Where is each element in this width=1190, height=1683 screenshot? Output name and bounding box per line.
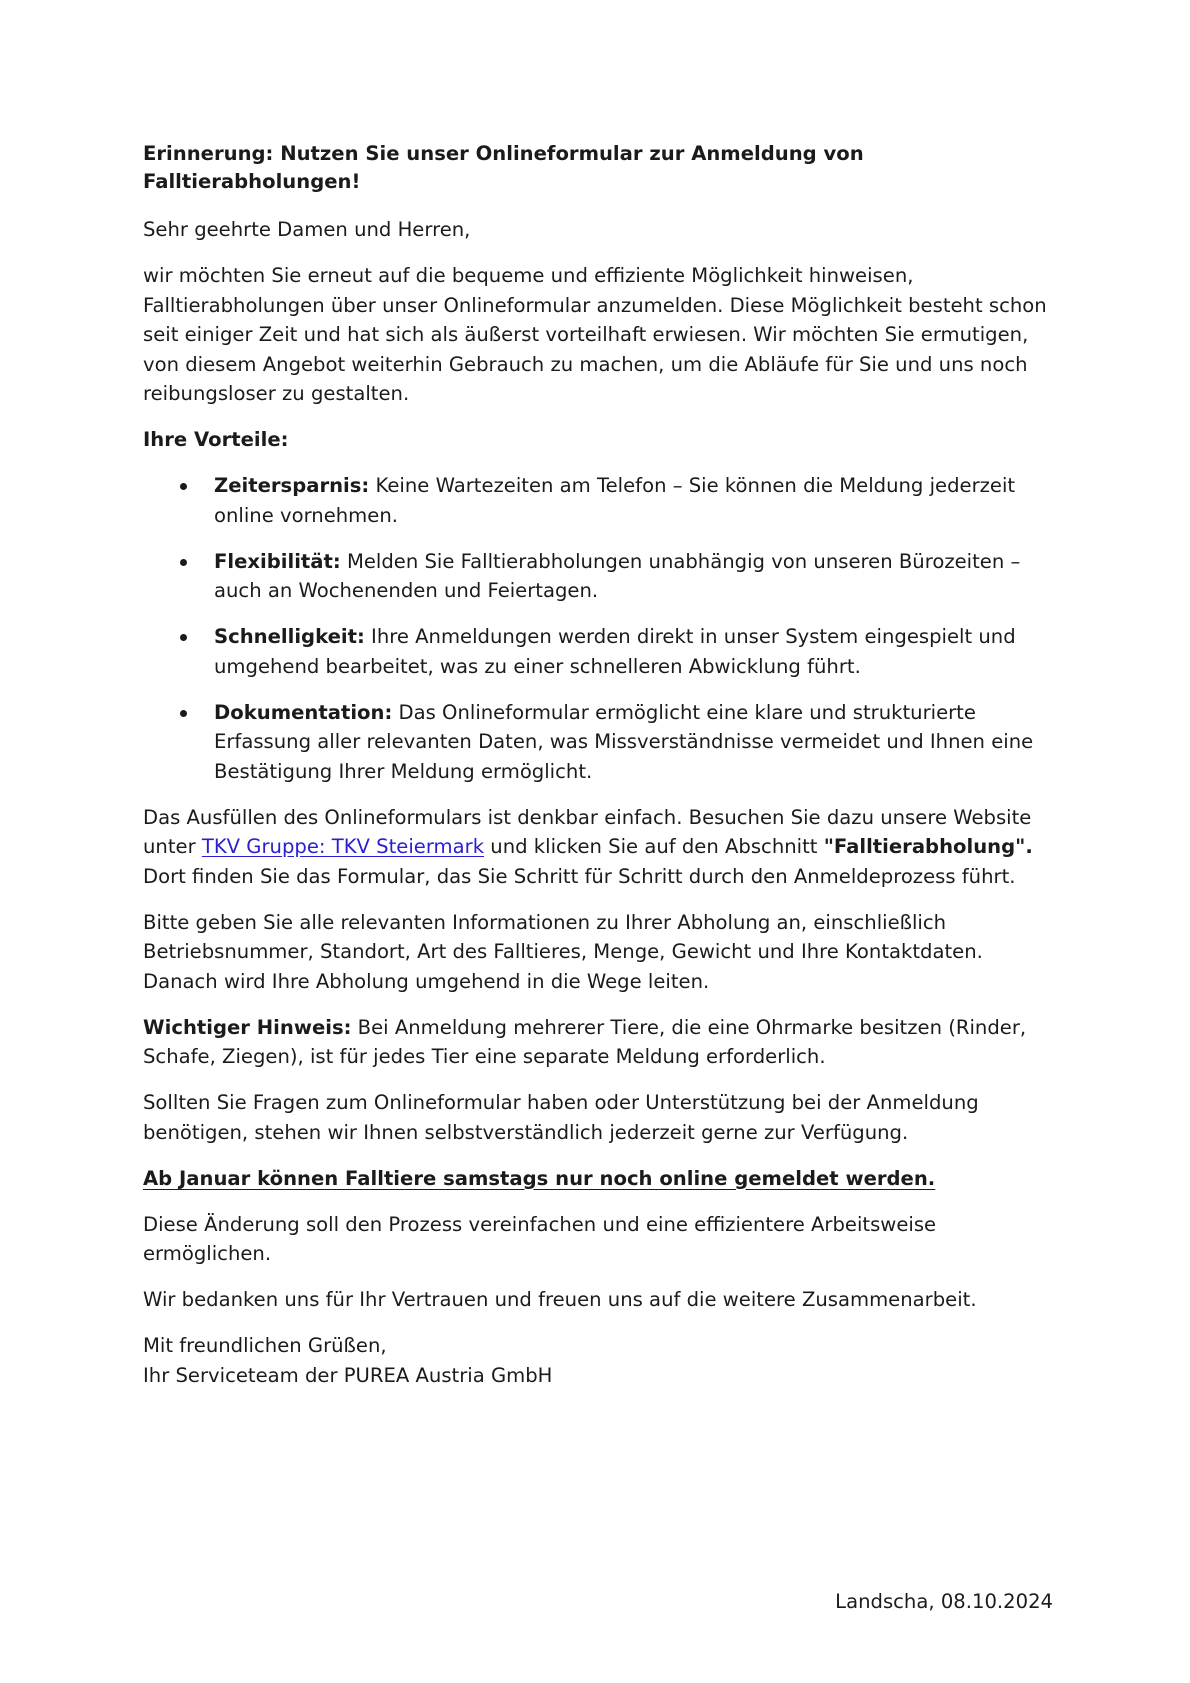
thanks-paragraph: Wir bedanken uns für Ihr Vertrauen und freuen uns auf die weitere Zusammenarbeit.: [143, 1288, 977, 1311]
closing: Mit freundlichen Grüßen,: [143, 1334, 387, 1357]
important-text: Bei Anmeldung mehrerer Tiere, die eine Ohrmarke besitzen (Rinder, Schafe, Ziegen), ist für jedes Tier eine separate Meldung erforderlich.: [143, 1015, 1027, 1068]
letter-title: Erinnerung: Nutzen Sie unser Onlineformular zur Anmeldung von Falltierabholungen!: [143, 142, 864, 193]
important-paragraph: [143, 1013, 1053, 1072]
advantage-label: Schnelligkeit:: [214, 625, 365, 648]
advantages-heading: Ihre Vorteile:: [143, 428, 289, 451]
section-name: "Falltierabholung".: [823, 835, 1033, 858]
advantage-label: Zeitersparnis:: [214, 474, 370, 497]
change-paragraph: Diese Änderung soll den Prozess vereinfachen und eine effizientere Arbeitsweise ermöglichen.: [143, 1212, 937, 1265]
bullet-icon: [180, 710, 187, 717]
bullet-icon: [180, 634, 187, 641]
salutation: Sehr geehrte Damen und Herren,: [143, 218, 471, 241]
bullet-icon: [180, 483, 187, 490]
list-item: [143, 622, 1053, 681]
support-paragraph: Sollten Sie Fragen zum Onlineformular haben oder Unterstützung bei der Anmeldung benötigen, stehen wir Ihnen selbstverständlich jederzeit gerne zur Verfügung.: [143, 1091, 979, 1144]
place-date: Landscha, 08.10.2024: [835, 1590, 1053, 1613]
info-paragraph: Bitte geben Sie alle relevanten Informationen zu Ihrer Abholung an, einschließlich Betriebsnummer, Standort, Art des Falltieres, Menge, Gewicht und Ihre Kontaktdaten. Danach wird Ihre Abholung umgehend in die Wege leiten.: [143, 910, 983, 993]
howto-text: Das Ausfüllen des Onlineformulars ist denkbar einfach. Besuchen Sie dazu unsere Website unter: [143, 805, 1032, 858]
important-label: Wichtiger Hinweis:: [143, 1015, 352, 1039]
bullet-icon: [180, 559, 187, 566]
advantages-list: [143, 471, 1053, 786]
advantage-text: Keine Wartezeiten am Telefon – Sie können die Meldung jederzeit online vornehmen.: [214, 474, 1016, 527]
list-item: [143, 471, 1053, 530]
saturday-notice: Ab Januar können Falltiere samstags nur noch online gemeldet werden.: [143, 1166, 936, 1190]
closing-block: [143, 1331, 1053, 1390]
advantage-label: Flexibilität:: [214, 549, 341, 573]
howto-paragraph: [143, 803, 1053, 892]
advantage-text: Melden Sie Falltierabholungen unabhängig von unseren Bürozeiten – auch an Wochenenden und Feiertagen.: [214, 549, 1021, 602]
list-item: [143, 698, 1053, 787]
howto-text: und klicken Sie auf den Abschnitt: [484, 835, 824, 858]
advantage-text: Das Onlineformular ermöglicht eine klare und strukturierte Erfassung aller relevanten Daten, was Missverständnisse vermeidet und Ihnen eine Bestätigung Ihrer Meldung ermöglicht.: [214, 700, 1034, 783]
advantage-text: Ihre Anmeldungen werden direkt in unser System eingespielt und umgehend bearbeitet, was zu einer schnelleren Abwicklung führt.: [214, 625, 1016, 678]
signature: Ihr Serviceteam der PUREA Austria GmbH: [143, 1363, 553, 1387]
tkv-website-link[interactable]: TKV Gruppe: TKV Steiermark: [201, 835, 485, 858]
intro-paragraph: wir möchten Sie erneut auf die bequeme und effiziente Möglichkeit hinweisen, Falltierabholungen über unser Onlineformular anzumelden. Diese Möglichkeit besteht schon seit einiger Zeit und hat sich als äußerst vorteilhaft erwiesen. Wir möchten Sie ermutigen, von diesem Angebot weiterhin Gebrauch zu machen, um die Abläufe für Sie und uns noch reibungsloser zu gestalten.: [143, 264, 1047, 405]
advantage-label: Dokumentation:: [214, 700, 393, 724]
list-item: [143, 547, 1053, 606]
letter-body: [143, 140, 1053, 1407]
howto-text: Dort finden Sie das Formular, das Sie Schritt für Schritt durch den Anmeldeprozess führt.: [143, 864, 1016, 888]
